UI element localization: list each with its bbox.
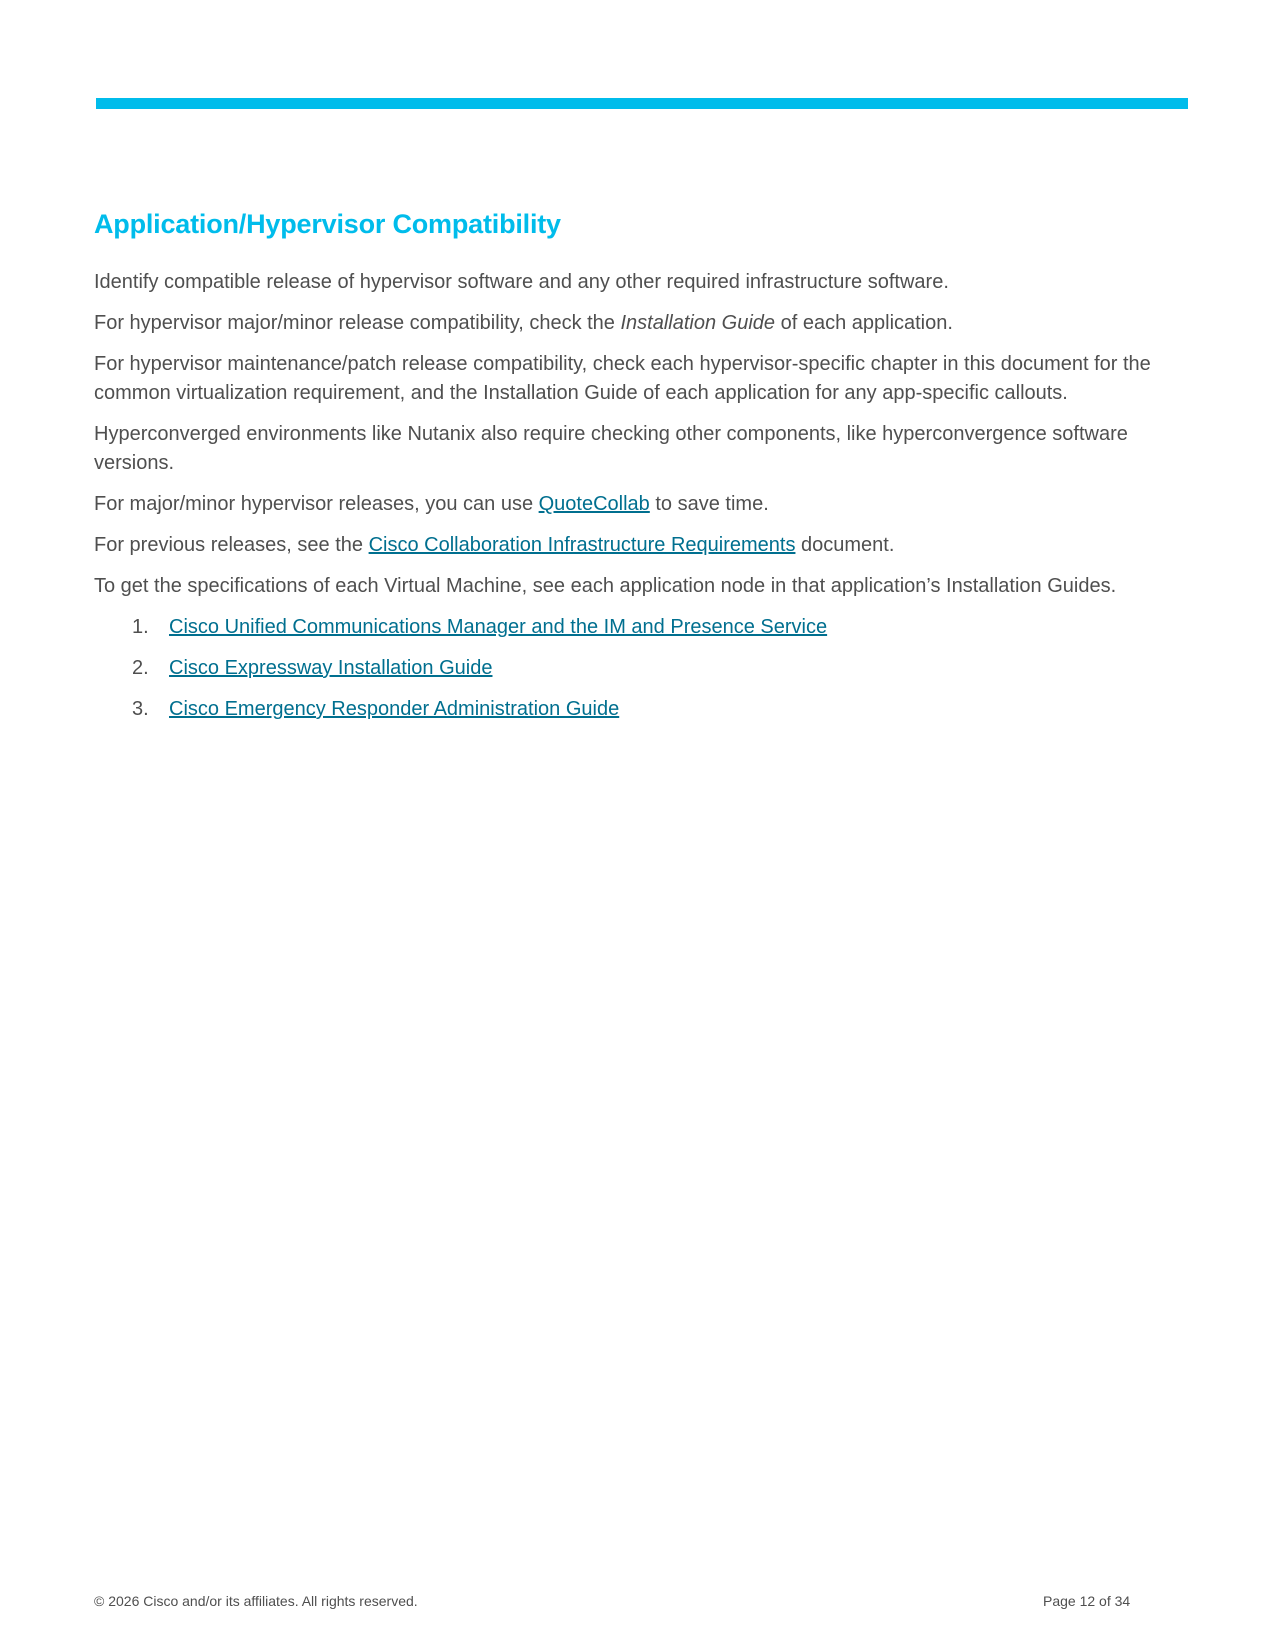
cucm-guide-link[interactable]: Cisco Unified Communications Manager and the IM and Presence Service [169, 616, 828, 638]
paragraph-major-minor [94, 309, 1184, 338]
section-title: Application/Hypervisor Compatibility [94, 209, 561, 239]
text: For hypervisor major/minor release compatibility, check the [94, 312, 621, 334]
paragraph-identify: Identify compatible release of hypervisor software and any other required infrastructure software. [94, 271, 949, 293]
paragraph-maintenance: For hypervisor maintenance/patch release compatibility, check each hypervisor-specific chapter in this document for the common virtualization requirement, and the Installation Guide of each application for any app-specific callouts. [94, 353, 1151, 404]
list-number: 2. [132, 657, 149, 679]
paragraph-vm-specs: To get the specifications of each Virtual Machine, see each application node in that application’s Installation Guides. [94, 575, 1117, 597]
main-content [94, 206, 1184, 736]
text: For major/minor hypervisor releases, you can use [94, 493, 539, 515]
list-item [94, 654, 1184, 683]
text: to save time. [649, 493, 769, 515]
text: document. [795, 534, 895, 556]
emergency-responder-guide-link[interactable]: Cisco Emergency Responder Administration Guide [169, 698, 620, 720]
paragraph-quotecollab [94, 490, 1184, 519]
infrastructure-requirements-link[interactable]: Cisco Collaboration Infrastructure Requirements [368, 534, 796, 556]
installation-guides-list [94, 613, 1184, 724]
footer-page-number: Page 12 of 34 [1043, 1593, 1131, 1609]
list-item [94, 695, 1184, 724]
paragraph-previous-releases [94, 531, 1184, 560]
list-item [94, 613, 1184, 642]
footer-copyright: © 2026 Cisco and/or its affiliates. All rights reserved. [94, 1593, 418, 1609]
quotecollab-link[interactable]: QuoteCollab [538, 493, 650, 515]
paragraph-hyperconverged: Hyperconverged environments like Nutanix also require checking other components, like hyperconvergence software versions. [94, 423, 1128, 474]
text: of each application. [775, 312, 953, 334]
expressway-guide-link[interactable]: Cisco Expressway Installation Guide [169, 657, 493, 679]
list-number: 3. [132, 698, 149, 720]
header-accent-bar [96, 98, 1188, 109]
list-number: 1. [132, 616, 149, 638]
installation-guide-italic: Installation Guide [620, 312, 776, 334]
text: For previous releases, see the [94, 534, 369, 556]
